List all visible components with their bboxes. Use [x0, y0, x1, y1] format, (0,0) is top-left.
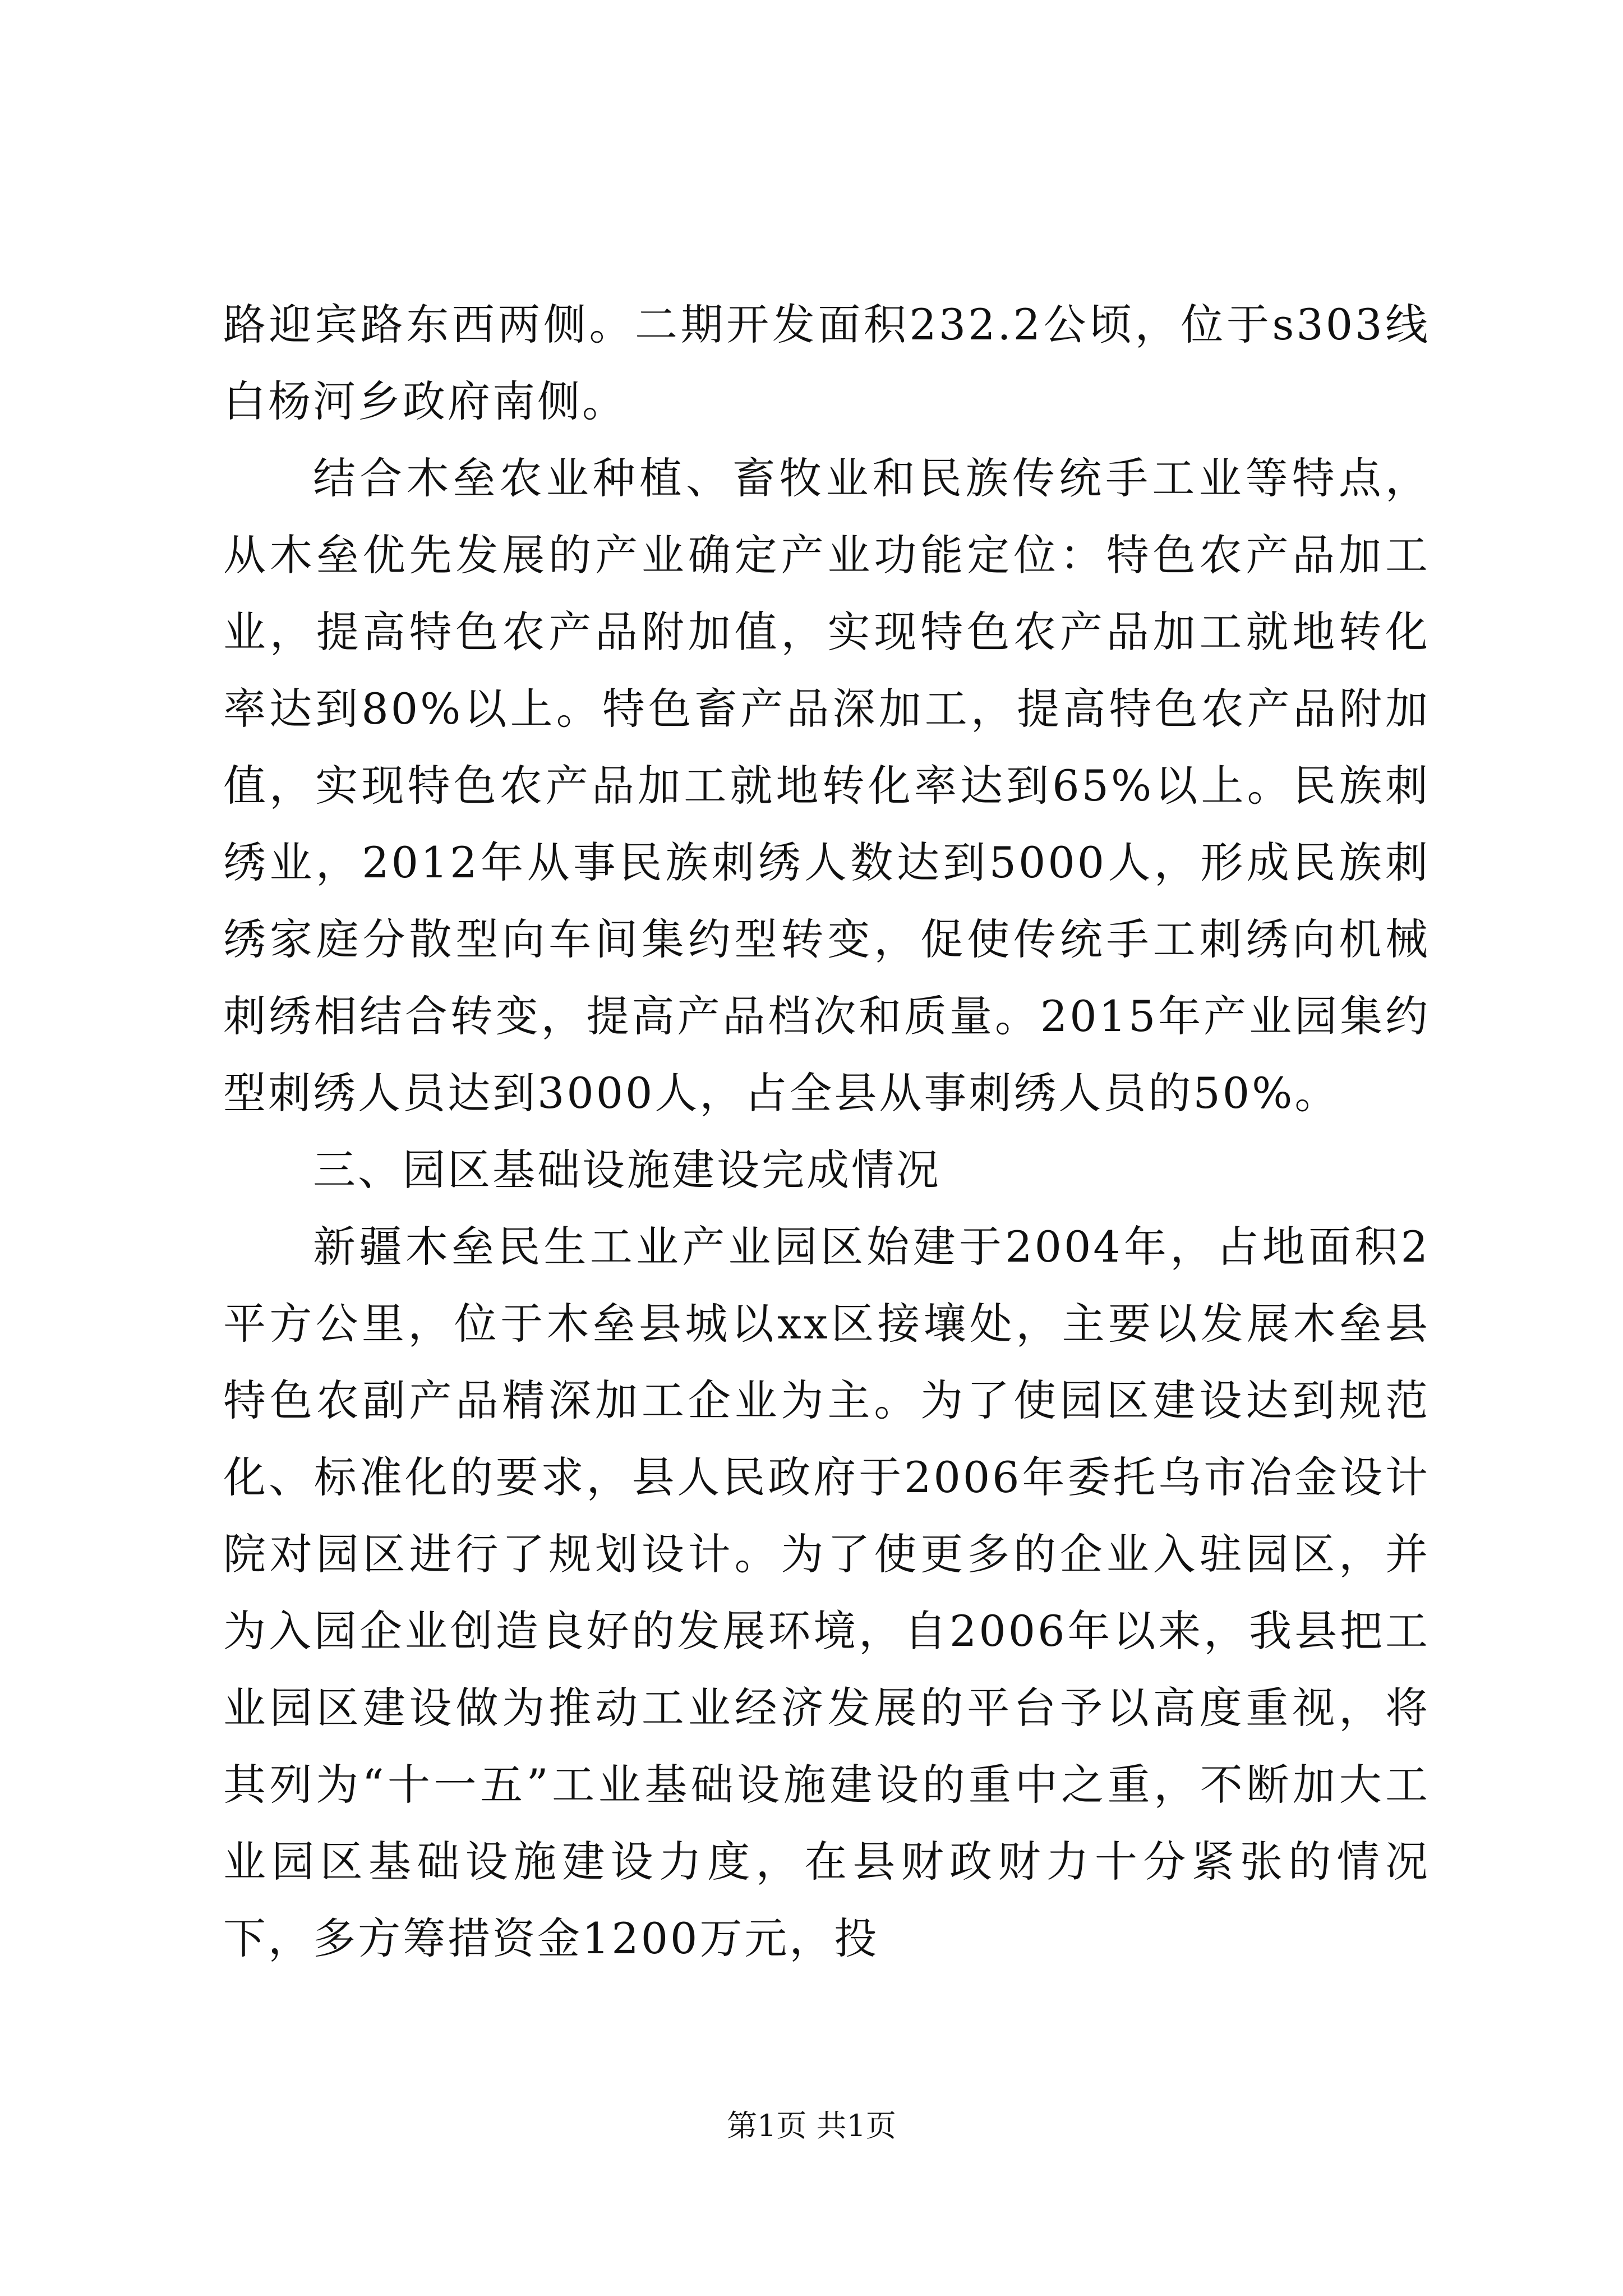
document-body: [223, 286, 1430, 1977]
paragraph-industry-positioning: 结合木垒农业种植、畜牧业和民族传统手工业等特点，从木垒优先发展的产业确定产业功能定位：特色农产品加工业，提高特色农产品附加值，实现特色农产品加工就地转化率达到80%以上。特色畜产品深加工，提高特色农产品附加值，实现特色农产品加工就地转化率达到65%以上。民族刺绣业，2012年从事民族刺绣人数达到5000人，形成民族刺绣家庭分散型向车间集约型转变，促使传统手工刺绣向机械刺绣相结合转变，提高产品档次和质量。2015年产业园集约型刺绣人员达到3000人，占全县从事刺绣人员的50%。: [223, 453, 1430, 1118]
paragraph-continuation: 路迎宾路东西两侧。二期开发面积232.2公顷，位于s303线白杨河乡政府南侧。: [223, 300, 1430, 426]
section-heading: 三、园区基础设施建设完成情况: [313, 1145, 941, 1195]
paragraph-park-infrastructure: 新疆木垒民生工业产业园区始建于2004年，占地面积2平方公里，位于木垒县城以xx区接壤处，主要以发展木垒县特色农副产品精深加工企业为主。为了使园区建设达到规范化、标准化的要求，县人民政府于2006年委托乌市冶金设计院对园区进行了规划设计。为了使更多的企业入驻园区，并为入园企业创造良好的发展环境，自2006年以来，我县把工业园区建设做为推动工业经济发展的平台予以高度重视，将其列为“十一五”工业基础设施建设的重中之重，不断加大工业园区基础设施建设力度，在县财政财力十分紧张的情况下，多方筹措资金1200万元，投: [223, 1222, 1430, 1963]
page-footer: 第1页 共1页: [727, 2108, 896, 2143]
